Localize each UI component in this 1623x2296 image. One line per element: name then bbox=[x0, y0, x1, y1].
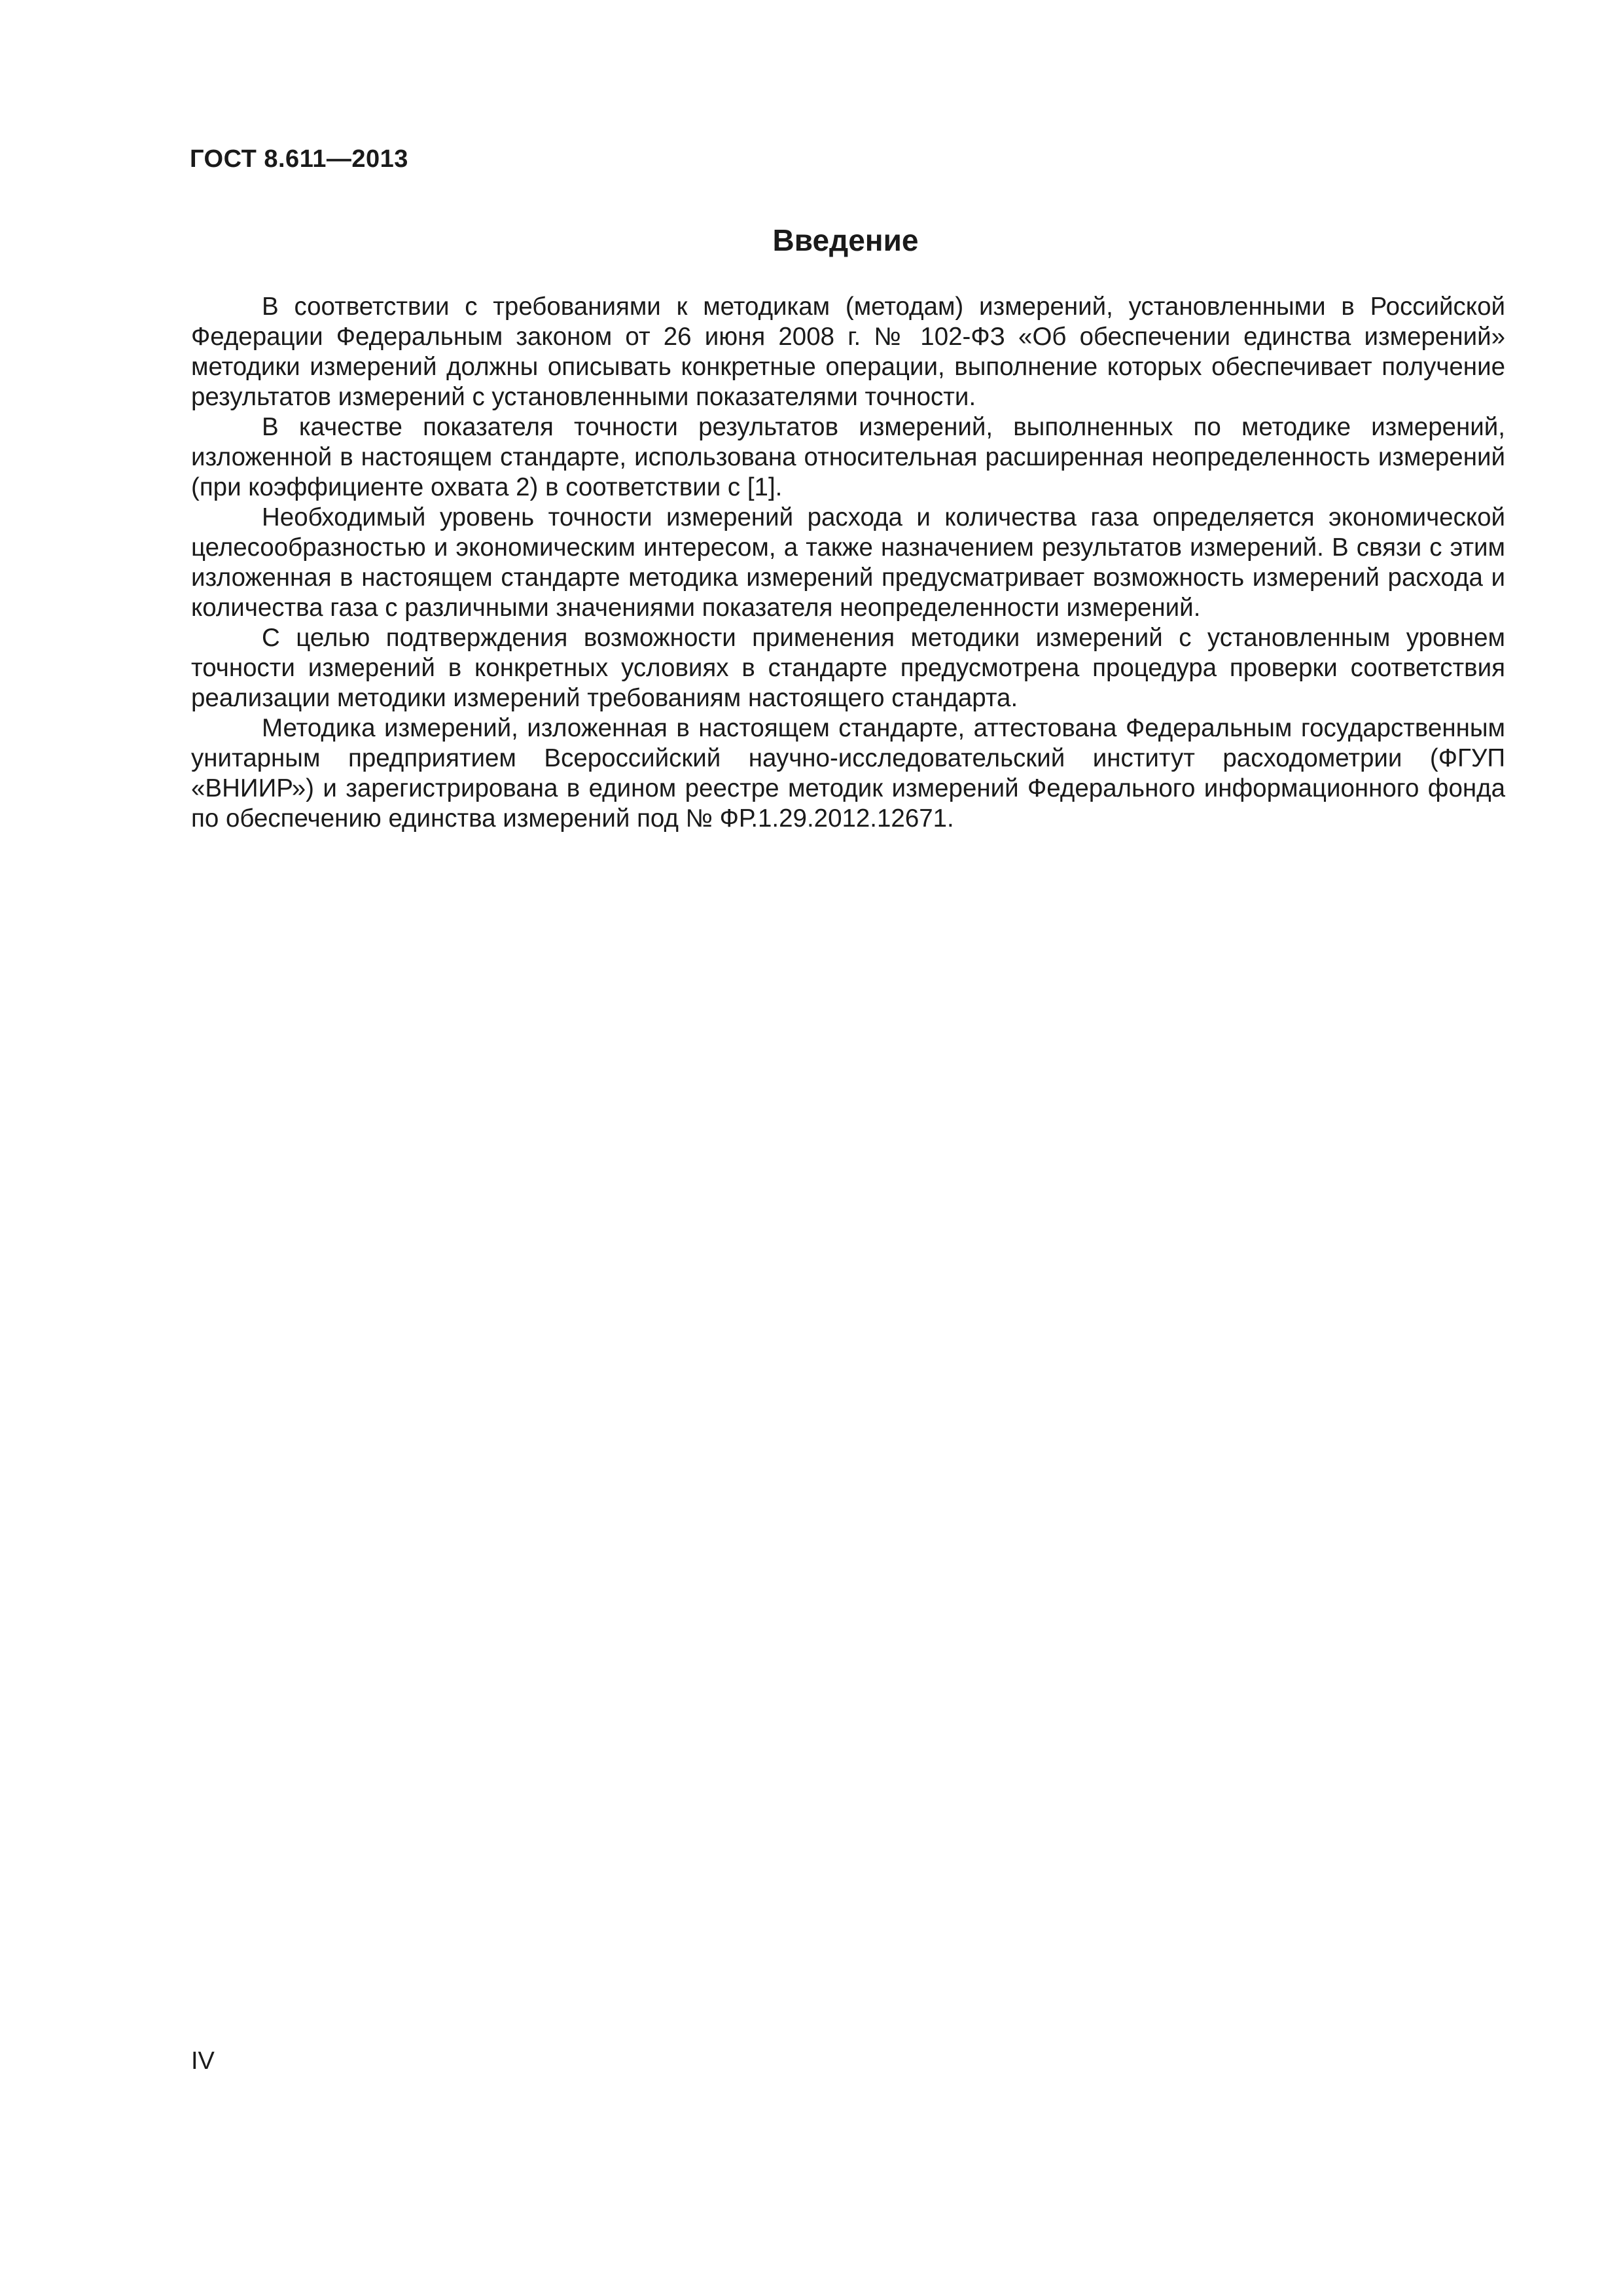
paragraph-conformity-check: С целью подтверждения возможности применения методики измерений с установленным уровнем точности измерений в конкретных условиях в стандарте предусмотрена процедура проверки соответствия реализации методики измерений требованиям настоящего стандарта. bbox=[191, 624, 1505, 712]
page-number: IV bbox=[191, 2047, 215, 2075]
body-text bbox=[191, 292, 1505, 834]
paragraph-legal-basis: В соответствии с требованиями к методикам (методам) измерений, установленными в Российской Федерации Федеральным законом от 26 июня 2008 г. № 102-ФЗ «Об обеспечении единства измерений» методики измерений должны описывать конкретные операции, выполнение которых обеспечивает получение результатов измерений с установленными показателями точности. bbox=[191, 293, 1505, 411]
section-title: Введение bbox=[772, 223, 919, 257]
paragraph-accuracy-indicator: В качестве показателя точности результатов измерений, выполненных по методике измерений, изложенной в настоящем стандарте, использована относительная расширенная неопределенность измерений (при коэффициенте охвата 2) в соответствии с [1]. bbox=[191, 413, 1505, 501]
paragraph-required-accuracy: Необходимый уровень точности измерений расхода и количества газа определяется экономической целесообразностью и экономическим интересом, а также назначением результатов измерений. В связи с этим изложенная в настоящем стандарте методика измерений предусматривает возможность измерений расхода и количества газа с различными значениями показателя неопределенности измерений. bbox=[191, 503, 1505, 622]
document-standard-id: ГОСТ 8.611—2013 bbox=[190, 145, 408, 173]
paragraph-attestation: Методика измерений, изложенная в настоящем стандарте, аттестована Федеральным государственным унитарным предприятием Всероссийский научно-исследовательский институт расходометрии (ФГУП «ВНИИР») и зарегистрирована в едином реестре методик измерений Федерального информационного фонда по обеспечению единства измерений под № ФР.1.29.2012.12671. bbox=[191, 714, 1505, 833]
